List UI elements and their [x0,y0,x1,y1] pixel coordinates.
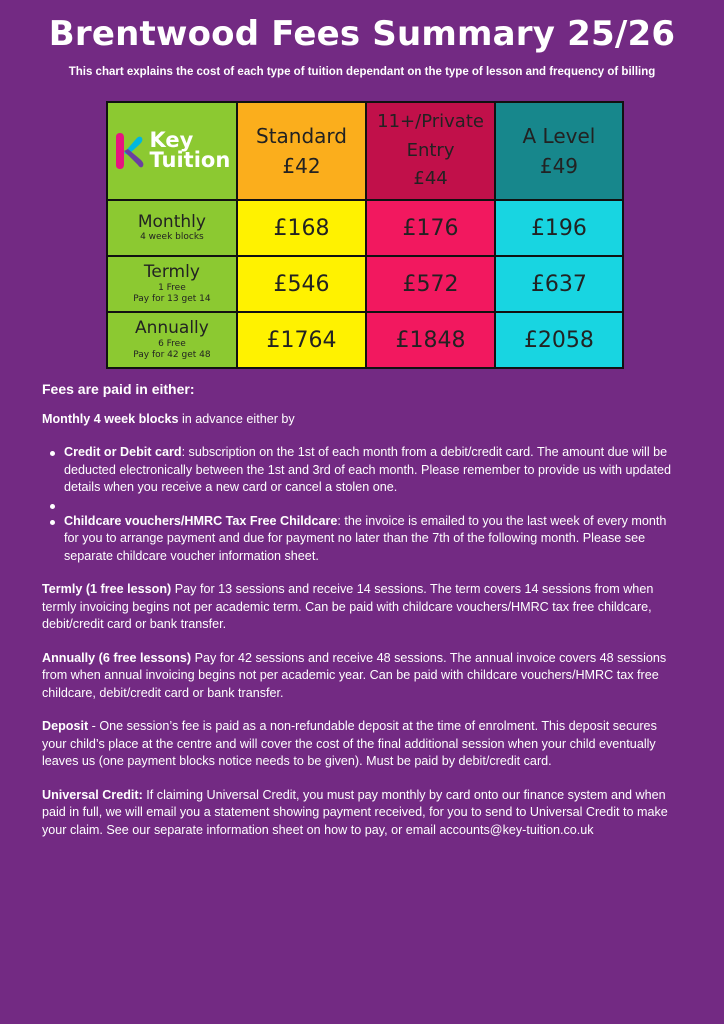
column-header-standard: Standard £42 [237,102,366,200]
table-row-monthly [107,200,623,256]
price-cell: £168 [237,200,366,256]
list-item: Childcare vouchers/HMRC Tax Free Childcare: the invoice is emailed to you the last week of every month for you to arrange payment and due for payment no later than the 7th of the following month. Please see separate childcare voucher information sheet. [64,513,682,566]
price-cell: £546 [237,256,366,312]
logo-cell [107,102,237,200]
termly-paragraph: Termly (1 free lesson) Pay for 13 sessions and receive 14 sessions. The term covers 14 sessions from when termly invoicing begins not per academic term. Can be paid with childcare vouchers/HMRC tax free childcare, debit/credit card or bank transfer. [42,582,654,631]
row-label-termly: Termly 1 Free Pay for 13 get 14 [107,256,237,312]
table-row-annually [107,312,623,368]
price-cell: £2058 [495,312,623,368]
fees-information [42,381,682,839]
fees-table [106,101,624,369]
price-cell: £176 [366,200,495,256]
price-cell: £637 [495,256,623,312]
key-tuition-logo [108,128,236,172]
price-cell: £196 [495,200,623,256]
price-cell: £1848 [366,312,495,368]
intro-heading: Fees are paid in either: [42,381,195,397]
universal-credit-paragraph: Universal Credit: If claiming Universal Credit, you must pay monthly by card onto our finance system and when paid in full, we will email you a statement showing payment received, for you to send to Universal Credit to make your claim. See our separate information sheet on how to pay, or email accounts@key-tuition.co.uk [42,787,668,837]
page-title: Brentwood Fees Summary 25/26 [48,14,676,54]
page-subtitle: This chart explains the cost of each type of tuition dependant on the type of lesson and frequency of billing [68,66,656,78]
price-cell: £572 [366,256,495,312]
row-label-monthly: Monthly 4 week blocks [107,200,237,256]
deposit-paragraph: Deposit - One session’s fee is paid as a non-refundable deposit at the time of enrolment. This deposit secures your child’s place at the centre and will cover the cost of the final additional session when your child eventually leaves us (one payment blocks notice needs to be given). Must be paid by debit/credit card. [42,719,657,768]
payment-methods-list [42,444,682,565]
key-logo-icon [114,131,144,171]
monthly-paragraph: Monthly 4 week blocks in advance either by [42,411,295,426]
row-label-annually: Annually 6 Free Pay for 42 get 48 [107,312,237,368]
logo-text-line1: Key [149,128,194,153]
table-row-termly [107,256,623,312]
price-cell: £1764 [237,312,366,368]
annual-paragraph: Annually (6 free lessons) Pay for 42 sessions and receive 48 sessions. The annual invoice covers 48 sessions from when annual invoicing begins not per academic year. Can be paid with childcare vouchers/HMRC tax free childcare, debit/credit card or bank transfer. [42,650,667,700]
logo-text-line2: Tuition [149,148,231,172]
column-header-a-level: A Level £49 [495,102,623,200]
list-item: Credit or Debit card: subscription on the 1st of each month from a debit/credit card. The amount due will be deducted electronically between the 1st and 3rd of each month. Please remember to provide us with updated details when you receive a new card or cancel a stolen one. [64,444,682,497]
column-header-11plus: 11+/Private Entry £44 [366,102,495,200]
table-header-row [107,102,623,200]
